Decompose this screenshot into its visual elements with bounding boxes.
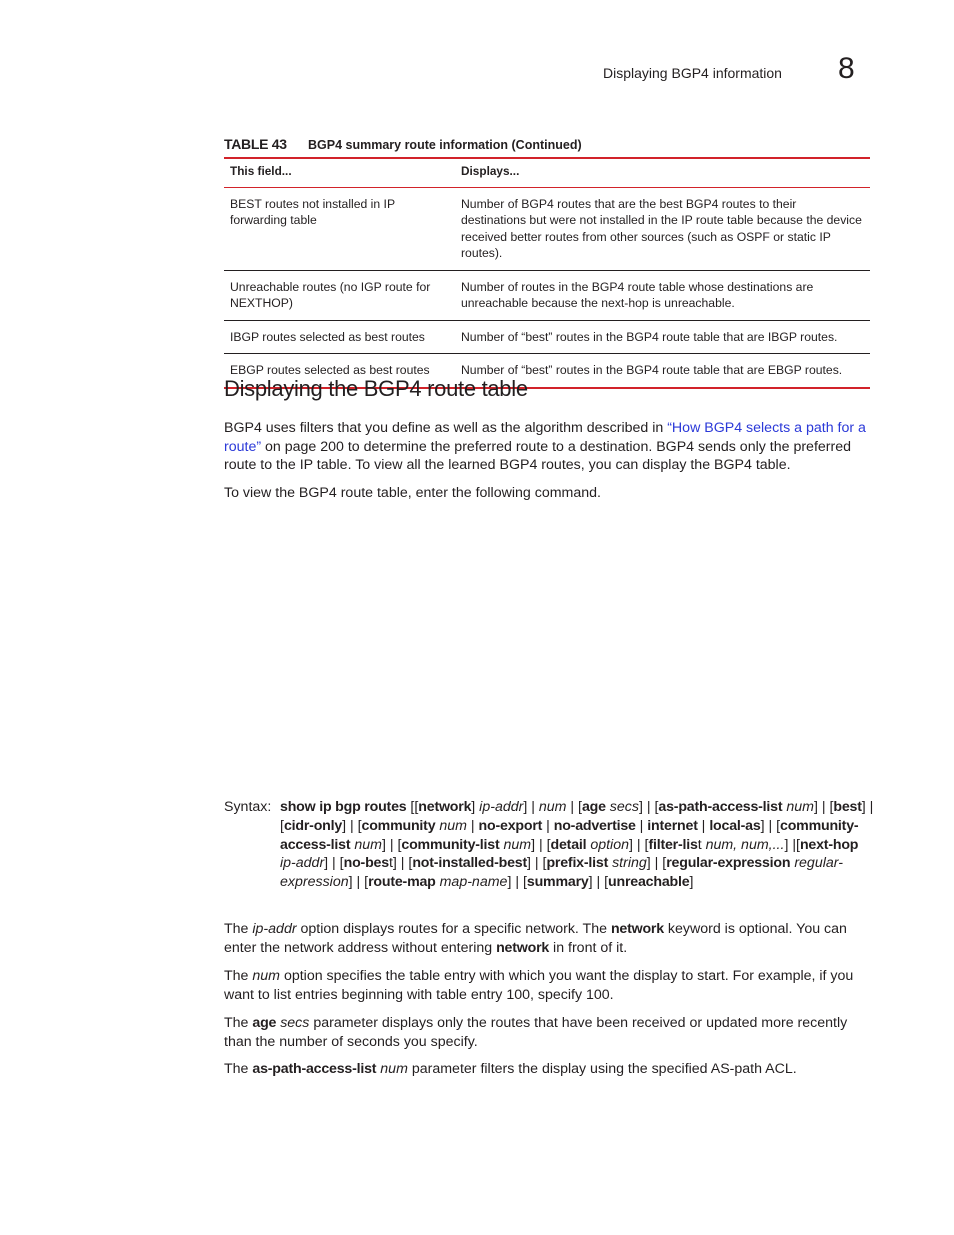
description-num (224, 967, 874, 1004)
syntax-text: t (697, 836, 706, 853)
table-cell-field: Unreachable routes (no IGP route for NEXTHOP) (224, 270, 455, 320)
syntax-keyword: route-map (368, 874, 436, 891)
table-cell-description: Number of “best” routes in the BGP4 route table that are EBGP routes. (461, 363, 843, 377)
syntax-text: ] (689, 874, 694, 891)
syntax-text: ] | [ (588, 874, 609, 891)
table-row (224, 320, 870, 354)
syntax-variable: ip-addr (280, 855, 325, 872)
syntax-text: ] | [ (507, 874, 527, 891)
syntax-keyword: next-hop (799, 836, 859, 853)
syntax-keyword: community-access-list (280, 817, 859, 853)
description-text: option specifies the table entry with which you want the display to start. For example, if you want to list entries beginning with table entry 100, specify 100. (224, 968, 854, 1003)
description-text: The (224, 921, 253, 937)
syntax-keyword: filter-lis (648, 836, 698, 853)
syntax-text: t] | [ (388, 855, 413, 872)
syntax-text: | [ (566, 799, 582, 815)
syntax-text: ] | [ (760, 817, 781, 834)
description-keyword: age (252, 1015, 277, 1031)
table-cell-description: Number of BGP4 routes that are the best BGP4 routes to their destinations but were not installed in the IP route table because the device received better routes from other sources (such as OSPF or static IP routes). (455, 187, 870, 270)
table-header-row (224, 158, 870, 187)
description-text: The (224, 1061, 253, 1077)
syntax-keyword: no-bes (343, 855, 389, 872)
syntax-text: [[ (406, 799, 419, 815)
syntax-text: ] | [ (813, 799, 834, 815)
table-cell-field: EBGP routes selected as best routes (230, 363, 430, 377)
syntax-text: ] | [ (628, 836, 649, 853)
syntax-text: ] | (523, 799, 539, 815)
syntax-label: Syntax: (224, 799, 272, 815)
bgp4-summary-table (224, 157, 870, 389)
syntax-keyword: unreachable (608, 874, 690, 891)
description-variable: ip-addr (252, 921, 297, 937)
syntax-text: ] | [ (646, 855, 667, 872)
syntax-variable: num (786, 799, 814, 815)
syntax-variable: num (503, 836, 532, 853)
intro-text-before-link: BGP4 uses filters that you define as well as the algorithm described in (224, 420, 668, 436)
table-row (224, 270, 870, 320)
command-intro-paragraph: To view the BGP4 route table, enter the following command. (224, 485, 601, 501)
description-text: The (224, 968, 253, 984)
syntax-variable: string (612, 855, 647, 872)
intro-text-after-link: on page 200 to determine the preferred route to a destination. BGP4 sends only the preferred route to the IP table. To view all the learned BGP4 routes, you can display the BGP4 table. (224, 438, 852, 474)
description-keyword: network (496, 939, 550, 956)
syntax-text: ] |[ (784, 836, 800, 853)
table-label: TABLE 43 (224, 136, 287, 152)
syntax-keyword: not-installed-best (412, 855, 527, 872)
table-title: BGP4 summary route information (Continued) (308, 138, 582, 152)
syntax-text: ] | [ (531, 836, 551, 853)
syntax-keyword: cidr-only (283, 817, 343, 834)
syntax-keyword: internet (647, 817, 698, 834)
syntax-variable: regular-expression (280, 855, 843, 891)
table-cell-description: Number of routes in the BGP4 route table whose destinations are unreachable because the next-hop is unreachable. (455, 270, 870, 320)
running-header-title: Displaying BGP4 information (603, 65, 782, 81)
description-text: option displays routes for a specific network. The (296, 921, 611, 937)
syntax-text: ] | [ (526, 855, 547, 872)
syntax-text: ] (471, 799, 480, 815)
chapter-number: 8 (838, 52, 855, 85)
table-row (224, 187, 870, 270)
syntax-variable: map-name (439, 874, 508, 891)
description-keyword: as-path-access-list (252, 1061, 377, 1077)
syntax-variable: num, num,... (705, 836, 785, 853)
syntax-text: ] | [ (342, 817, 362, 834)
cross-reference-link[interactable]: “How BGP4 selects a path for a route” (224, 420, 866, 455)
description-text: parameter filters the display using the specified AS-path ACL. (407, 1061, 797, 1077)
syntax-text: ] | [ (381, 836, 402, 853)
syntax-variable: option (590, 836, 629, 853)
description-text: keyword is optional. You can enter the network address without entering (224, 921, 847, 956)
syntax-text: | (697, 817, 710, 834)
description-as-path-access-list (224, 1060, 874, 1079)
syntax-keyword: no-advertise (553, 817, 636, 834)
syntax-text: | (466, 817, 479, 834)
description-text: The (224, 1015, 253, 1031)
syntax-text: ] | [ (324, 855, 344, 872)
syntax-variable: num (439, 817, 467, 834)
syntax-block (224, 798, 874, 892)
syntax-keyword: best (833, 799, 862, 815)
syntax-keyword: community-list (401, 836, 500, 853)
syntax-keyword: no-export (478, 817, 543, 834)
description-text: parameter displays only the routes that have been received or updated more recently than the number of seconds you specify. (224, 1015, 848, 1050)
syntax-keyword: age (581, 799, 606, 815)
syntax-text: ] | [ (280, 799, 874, 834)
syntax-keyword: prefix-list (546, 855, 609, 872)
syntax-variable: num (354, 836, 382, 853)
table-caption (224, 136, 582, 152)
syntax-variable: secs (609, 799, 639, 815)
syntax-keyword: as-path-access-list (658, 799, 783, 815)
description-variable: secs (280, 1015, 310, 1031)
table-cell-field: IBGP routes selected as best routes (224, 320, 455, 354)
syntax-keyword: regular-expression (666, 855, 791, 872)
intro-paragraph (224, 419, 874, 475)
description-ip-addr (224, 920, 874, 957)
description-age (224, 1014, 874, 1051)
syntax-keyword: community (361, 817, 436, 834)
syntax-text: | (542, 817, 554, 834)
syntax-text: | (635, 817, 648, 834)
syntax-variable: ip-addr (479, 799, 524, 815)
syntax-keyword: network (418, 799, 472, 815)
syntax-text: ] | [ (638, 799, 659, 815)
syntax-keyword: local-as (709, 817, 761, 834)
description-variable: num (252, 968, 280, 984)
syntax-keyword: detail (550, 836, 587, 853)
syntax-keyword: summary (526, 874, 589, 891)
syntax-variable: num (538, 799, 567, 815)
section-heading: Displaying the BGP4 route table (224, 376, 528, 401)
syntax-text: ] | [ (348, 874, 369, 891)
table-cell-field: BEST routes not installed in IP forwarding table (224, 187, 455, 270)
description-variable: num (380, 1061, 408, 1077)
syntax-keyword: show ip bgp routes (280, 799, 407, 815)
syntax-command (280, 798, 874, 892)
description-keyword: network (610, 921, 664, 937)
description-text: in front of it. (549, 939, 628, 956)
table-cell-description: Number of “best” routes in the BGP4 route table that are IBGP routes. (455, 320, 870, 354)
column-header-field: This field... (224, 158, 455, 187)
column-header-displays: Displays... (455, 158, 870, 187)
